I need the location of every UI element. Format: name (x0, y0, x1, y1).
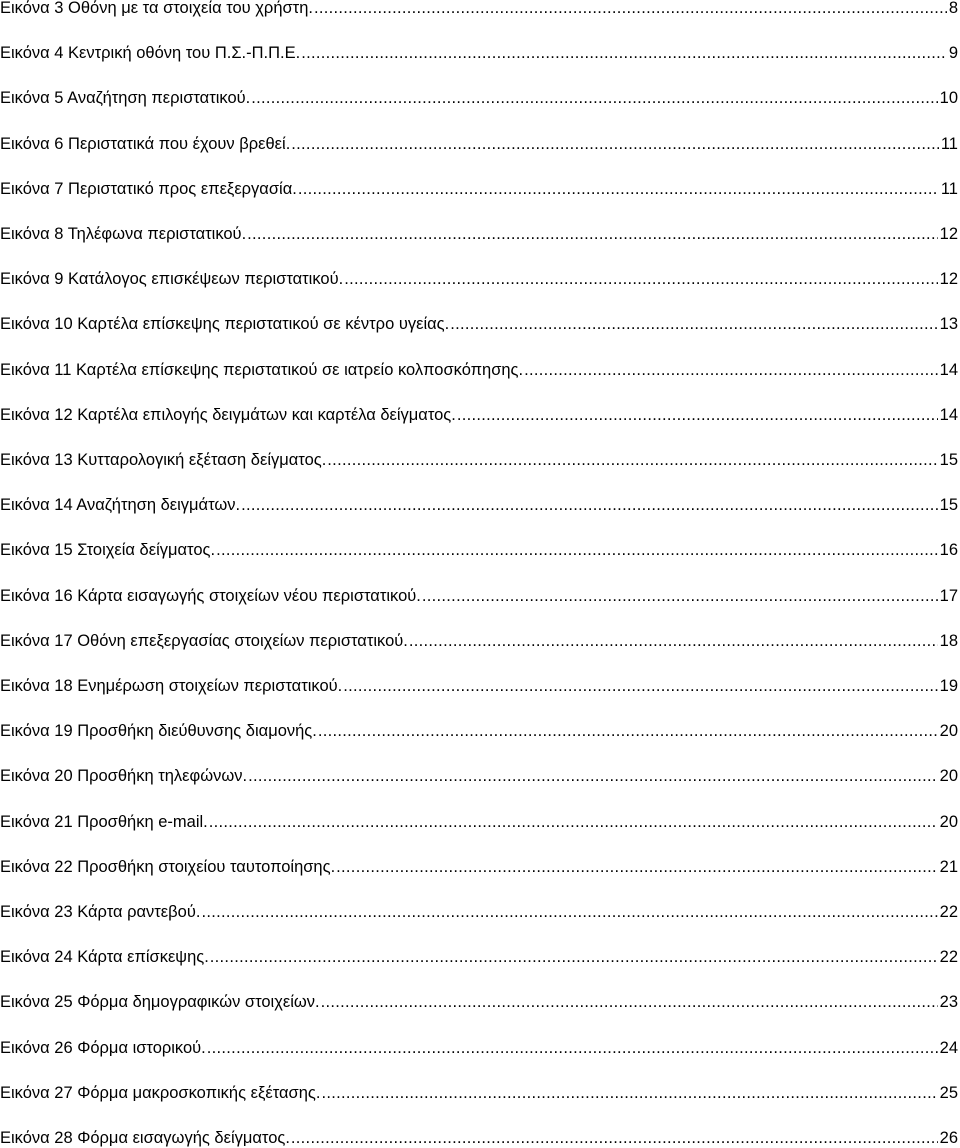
toc-entry[interactable] (0, 82, 958, 108)
toc-entry-title: Εικόνα 5 Αναζήτηση περιστατικού. (0, 89, 251, 108)
toc-entry-page: 20 (939, 722, 958, 741)
toc-entry[interactable] (0, 173, 958, 199)
dot-leader (343, 676, 937, 696)
toc-entry[interactable] (0, 1032, 958, 1058)
dot-leader (248, 766, 938, 786)
toc-entry-title: Εικόνα 22 Προσθήκη στοιχείου ταυτοποίησης. (0, 857, 336, 876)
dot-leader (251, 88, 937, 108)
toc-entry-page: 19 (939, 677, 958, 695)
toc-entry-title: Εικόνα 14 Αναζήτηση δειγμάτων. (0, 496, 241, 515)
toc-entry[interactable] (0, 986, 958, 1012)
toc-entry-page: 21 (939, 857, 958, 876)
dot-leader (318, 721, 938, 741)
dot-leader (291, 134, 939, 154)
toc-entry[interactable] (0, 128, 958, 154)
toc-entry[interactable] (0, 941, 958, 967)
dot-leader (422, 586, 938, 606)
toc-entry[interactable] (0, 580, 958, 606)
toc-entry-page: 20 (939, 812, 958, 831)
toc-entry-page: 8 (948, 0, 958, 17)
toc-entry[interactable] (0, 444, 958, 470)
dot-leader (321, 1083, 937, 1103)
toc-entry-title: Εικόνα 16 Κάρτα εισαγωγής στοιχείων νέου περιστατικού. (0, 586, 421, 605)
toc-entry[interactable] (0, 715, 958, 741)
toc-entry-title: Εικόνα 3 Οθόνη με τα στοιχεία του χρήστη. (0, 0, 313, 17)
toc-entry[interactable] (0, 760, 958, 786)
toc-entry-page: 14 (939, 405, 958, 424)
toc-entry-title: Εικόνα 6 Περιστατικά που έχουν βρεθεί. (0, 134, 291, 153)
dot-leader (336, 857, 937, 877)
toc-entry-page: 22 (939, 948, 958, 967)
toc-entry-page: 17 (939, 586, 958, 605)
toc-entry-page: 11 (940, 134, 958, 153)
toc-entry[interactable] (0, 806, 958, 832)
dot-leader (450, 314, 937, 334)
toc-entry[interactable] (0, 37, 958, 63)
toc-entry-title: Εικόνα 26 Φόρμα ιστορικού. (0, 1038, 206, 1057)
dot-leader (207, 1038, 938, 1058)
toc-entry-page: 12 (939, 225, 958, 243)
toc-entry-page: 25 (939, 1083, 958, 1102)
toc-entry-page: 12 (939, 270, 958, 289)
toc-entry-page: 15 (939, 496, 958, 515)
toc-entry-title: Εικόνα 18 Ενημέρωση στοιχείων περιστατικού. (0, 677, 343, 695)
dot-leader (201, 902, 937, 922)
toc-entry-title: Εικόνα 20 Προσθήκη τηλεφώνων. (0, 767, 248, 786)
toc-entry[interactable] (0, 625, 958, 651)
toc-entry[interactable] (0, 489, 958, 515)
dot-leader (247, 224, 937, 244)
toc-entry-title: Εικόνα 17 Οθόνη επεξεργασίας στοιχείων περιστατικού. (0, 631, 408, 650)
toc-entry-page: 13 (939, 315, 958, 334)
toc-entry[interactable] (0, 670, 958, 696)
toc-entry-title: Εικόνα 25 Φόρμα δημογραφικών στοιχείων. (0, 993, 320, 1012)
dot-leader (301, 43, 947, 63)
toc-entry[interactable] (0, 851, 958, 877)
toc-entry-page: 9 (948, 44, 958, 63)
toc-entry-title: Εικόνα 4 Κεντρική οθόνη του Π.Σ.-Π.Π.Ε. (0, 44, 301, 63)
dot-leader (210, 947, 938, 967)
toc-entry-page: 23 (939, 993, 958, 1012)
toc-entry[interactable] (0, 354, 958, 380)
toc-entry[interactable] (0, 0, 958, 18)
toc-entry-page: 14 (939, 360, 958, 379)
toc-entry[interactable] (0, 1122, 958, 1148)
dot-leader (314, 0, 947, 18)
toc-entry-title: Εικόνα 24 Κάρτα επίσκεψης. (0, 948, 209, 967)
dot-leader (321, 992, 938, 1012)
toc-entry[interactable] (0, 308, 958, 334)
dot-leader (344, 269, 937, 289)
toc-entry-title: Εικόνα 8 Τηλέφωνα περιστατικού. (0, 225, 247, 243)
toc-entry-title: Εικόνα 10 Καρτέλα επίσκεψης περιστατικού σε κέντρο υγείας. (0, 315, 450, 334)
toc-entry-page: 20 (939, 767, 958, 786)
toc-entry-title: Εικόνα 12 Καρτέλα επιλογής δειγμάτων και καρτέλα δείγματος. (0, 405, 456, 424)
toc-entry[interactable] (0, 1077, 958, 1103)
toc-entry[interactable] (0, 534, 958, 560)
toc-entry-page: 15 (939, 451, 958, 469)
dot-leader (216, 540, 938, 560)
dot-leader (327, 450, 937, 470)
dot-leader (409, 631, 938, 651)
dot-leader (524, 360, 938, 380)
dot-leader (209, 812, 938, 832)
toc-entry[interactable] (0, 218, 958, 244)
toc-entry-page: 18 (939, 631, 958, 650)
toc-entry-title: Εικόνα 7 Περιστατικό προς επεξεργασία. (0, 179, 297, 198)
toc-entry-page: 11 (940, 179, 958, 198)
toc-entry-title: Εικόνα 19 Προσθήκη διεύθυνσης διαμονής. (0, 722, 317, 741)
toc-entry-title: Εικόνα 9 Κατάλογος επισκέψεων περιστατικού. (0, 270, 344, 289)
toc-entry-title: Εικόνα 23 Κάρτα ραντεβού. (0, 903, 201, 921)
toc-entry-title: Εικόνα 11 Καρτέλα επίσκεψης περιστατικού σε ιατρείο κολποσκόπησης. (0, 360, 524, 379)
toc-entry[interactable] (0, 399, 958, 425)
toc-entry-title: Εικόνα 13 Κυτταρολογική εξέταση δείγματος. (0, 451, 327, 469)
toc-entry-title: Εικόνα 27 Φόρμα μακροσκοπικής εξέτασης. (0, 1083, 321, 1102)
toc-entry-page: 24 (939, 1038, 958, 1057)
toc-entry-title: Εικόνα 21 Προσθήκη e-mail. (0, 812, 208, 831)
dot-leader (457, 405, 938, 425)
dot-leader (291, 1128, 938, 1148)
dot-leader (241, 495, 938, 515)
toc-entry-page: 16 (939, 541, 958, 560)
toc-entry-title: Εικόνα 15 Στοιχεία δείγματος. (0, 541, 216, 560)
toc-entry[interactable] (0, 896, 958, 922)
toc-entry-page: 26 (939, 1129, 958, 1147)
dot-leader (298, 179, 939, 199)
toc-entry[interactable] (0, 263, 958, 289)
toc-entry-page: 10 (939, 89, 958, 108)
toc-entry-page: 22 (939, 903, 958, 921)
toc-entry-title: Εικόνα 28 Φόρμα εισαγωγής δείγματος. (0, 1129, 290, 1147)
